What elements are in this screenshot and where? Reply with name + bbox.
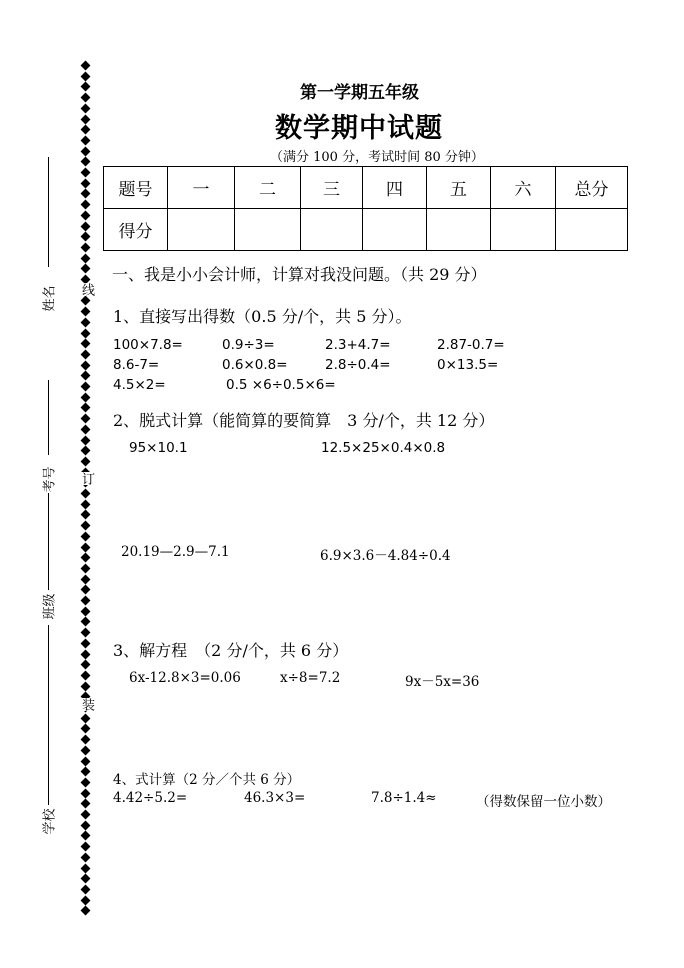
q3-item-2: x÷8=7.2 [280,670,341,686]
binding-diamond [81,799,91,809]
binding-diamond [81,360,91,370]
section-1-title: 一、我是小小会计师，计算对我没问题。（共 29 分） [112,265,487,284]
binding-diamond [81,146,91,156]
binding-diamond [81,125,91,135]
binding-diamond [81,617,91,627]
binding-diamond [81,574,91,584]
binding-diamond [81,553,91,563]
score-table [103,166,628,251]
binding-diamond [81,114,91,124]
binding-diamond [81,670,91,680]
binding-diamond [81,874,91,884]
binding-diamond [81,135,91,145]
binding-diamond [81,221,91,231]
q2-item-1: 95×10.1 [129,440,188,456]
binding-diamond [81,93,91,103]
q3-title: 3、解方程 （2 分/个，共 6 分） [113,641,349,660]
q2-item-2: 12.5×25×0.4×0.8 [321,440,446,456]
binding-diamond [81,788,91,798]
binding-diamond [81,61,91,71]
binding-diamond [81,735,91,745]
q1-item-1-3: 2.3+4.7= [325,337,391,353]
school-field-line[interactable] [48,625,49,805]
binding-diamond [81,810,91,820]
q2-title: 2、脱式计算（能简算的要简算 3 分/个，共 12 分） [113,411,495,430]
binding-diamond [81,82,91,92]
binding-diamond [81,510,91,520]
binding-diamond [81,563,91,573]
class-field-line[interactable] [48,493,49,590]
q2-item-3: 20.19—2.9—7.1 [121,544,230,560]
binding-diamond [81,884,91,894]
binding-diamond [81,424,91,434]
q1-item-1-1: 100×7.8= [113,337,183,353]
binding-diamond [81,585,91,595]
binding-diamond [81,392,91,402]
score-cell-6[interactable] [491,209,556,251]
binding-diamond [81,253,91,263]
binding-diamond [81,168,91,178]
header-cell-3: 三 [301,167,363,209]
q1-item-1-2: 0.9÷3= [222,337,275,353]
q1-title: 1、直接写出得数（0.5 分/个，共 5 分）。 [113,307,412,326]
score-cell-2[interactable] [235,209,301,251]
header-cell-2: 二 [235,167,301,209]
binding-diamond [81,339,91,349]
id-field-label: 考号 [42,466,58,493]
binding-diamond [81,210,91,220]
binding-diamond [81,349,91,359]
margin-label-bind: 装 [79,698,94,711]
binding-diamond [81,264,91,274]
binding-diamond [81,446,91,456]
binding-diamond [81,660,91,670]
q1-item-2-3: 2.8÷0.4= [325,357,391,373]
binding-diamond [81,542,91,552]
binding-diamond [81,681,91,691]
margin-label-staple: 订 [79,472,94,485]
binding-diamond [81,906,91,916]
binding-diamond [81,628,91,638]
id-field-line[interactable] [48,380,49,455]
binding-diamond [81,296,91,306]
header-cell-total: 总分 [556,167,628,209]
binding-diamond [81,745,91,755]
binding-diamond [81,842,91,852]
binding-diamond [81,71,91,81]
binding-diamond [81,777,91,787]
binding-diamond [81,713,91,723]
score-cell-3[interactable] [301,209,363,251]
q4-item-3: 7.8÷1.4≈ [371,790,437,806]
class-field-label: 班级 [42,593,58,620]
binding-diamond [81,435,91,445]
binding-diamond [81,232,91,242]
header-cell-1: 一 [168,167,235,209]
binding-diamond [81,638,91,648]
q3-item-1: 6x-12.8×3=0.06 [129,670,241,686]
binding-diamond [81,606,91,616]
binding-diamond [81,189,91,199]
score-cell-4[interactable] [363,209,427,251]
binding-diamond [81,456,91,466]
q4-title: 4、式计算（2 分／个共 6 分） [113,772,301,788]
binding-diamond [81,863,91,873]
binding-diamond [81,596,91,606]
binding-diamond [81,178,91,188]
score-row-label: 得分 [104,209,168,251]
q1-item-2-1: 8.6-7= [113,357,160,373]
q1-item-2-2: 0.6×0.8= [222,357,288,373]
binding-diamond [81,767,91,777]
q4-item-1: 4.42÷5.2= [113,790,188,806]
q4-note: （得数保留一位小数） [476,794,611,810]
exam-info: （满分 100 分，考试时间 80 分钟） [270,150,484,165]
binding-diamond [81,371,91,381]
q1-item-2-4: 0×13.5= [437,357,499,373]
binding-diamond [81,403,91,413]
score-cell-1[interactable] [168,209,235,251]
score-table-header-row [104,167,628,209]
binding-diamond [81,521,91,531]
score-table-score-row [104,209,628,251]
binding-diamond [81,307,91,317]
exam-subtitle: 第一学期五年级 [300,83,419,103]
name-field-label: 姓名 [42,285,58,312]
binding-diamond [81,414,91,424]
binding-diamond [81,242,91,252]
binding-diamond [81,489,91,499]
header-cell-question-no: 题号 [104,167,168,209]
exam-title: 数学期中试题 [275,113,443,144]
header-cell-5: 五 [427,167,491,209]
score-cell-5[interactable] [427,209,491,251]
binding-diamond [81,499,91,509]
name-field-line[interactable] [48,157,49,267]
binding-diamond [81,531,91,541]
binding-diamond [81,157,91,167]
binding-diamond [81,852,91,862]
q4-item-2: 46.3×3= [244,790,306,806]
q1-item-3-1: 4.5×2= [113,377,166,393]
margin-label-line: 线 [79,283,94,296]
binding-diamond [81,649,91,659]
header-cell-4: 四 [363,167,427,209]
q2-item-4: 6.9×3.6－4.84÷0.4 [320,548,451,564]
school-field-label: 学校 [42,808,58,835]
binding-diamond [81,200,91,210]
binding-diamond [81,831,91,841]
binding-diamond [81,382,91,392]
header-cell-6: 六 [491,167,556,209]
binding-diamond [81,724,91,734]
binding-diamond [81,328,91,338]
binding-diamond [81,756,91,766]
binding-diamond [81,820,91,830]
score-cell-total[interactable] [556,209,628,251]
binding-diamond [81,317,91,327]
binding-diamond [81,895,91,905]
q1-item-3-2: 0.5 ×6÷0.5×6= [226,377,336,393]
q1-item-1-4: 2.87-0.7= [437,337,505,353]
binding-diamond [81,103,91,113]
q3-item-3: 9x－5x=36 [405,674,480,690]
